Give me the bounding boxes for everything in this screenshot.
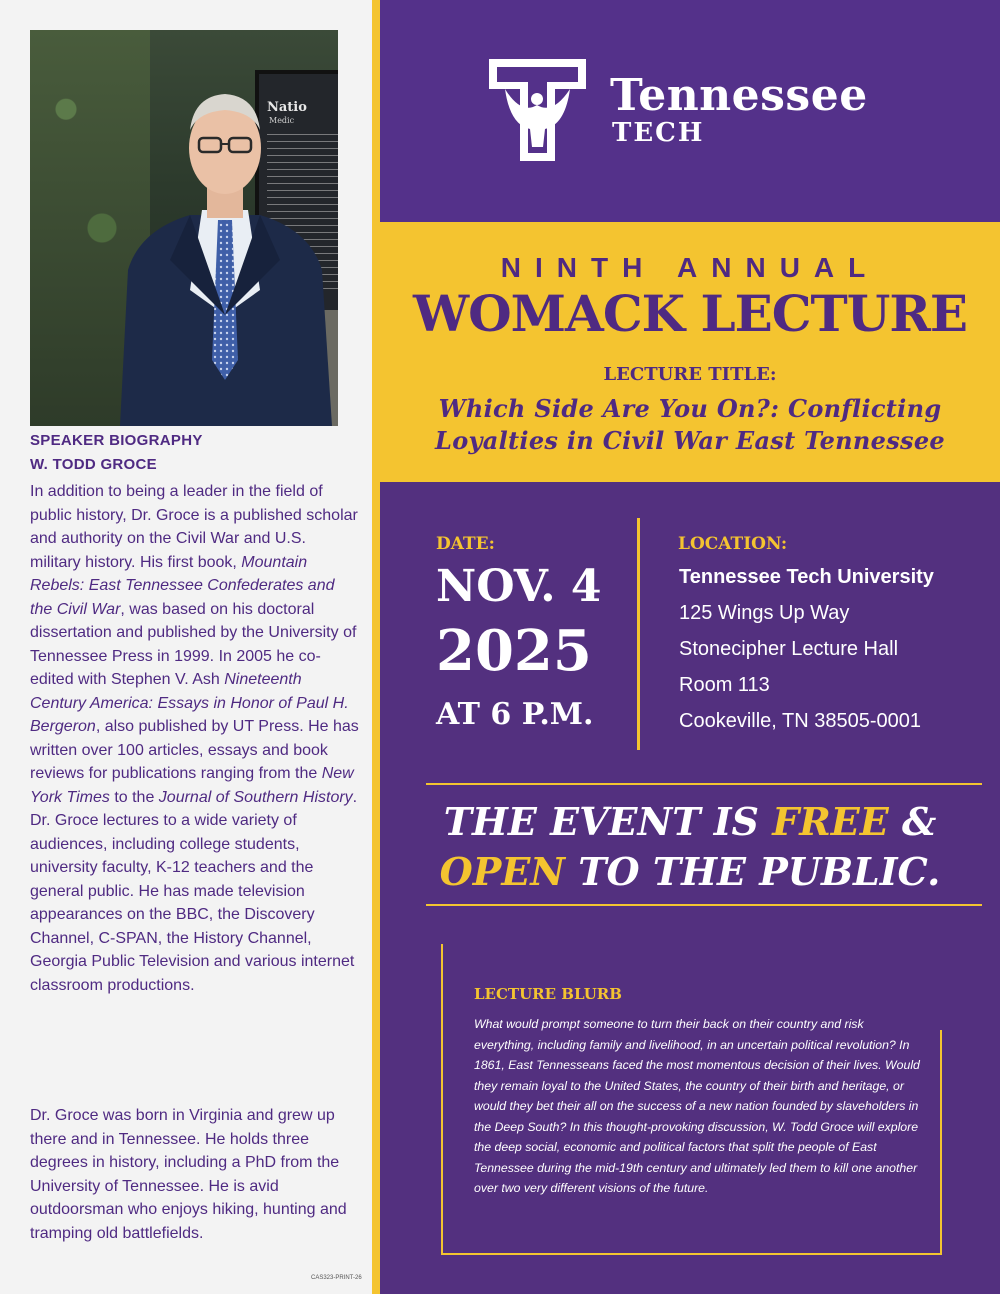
free-highlight: FREE <box>772 799 889 844</box>
location-room: Room 113 <box>679 674 770 696</box>
lecture-title-line-2: Loyalties in Civil War East Tennessee <box>435 426 945 455</box>
event-title: WOMACK LECTURE <box>412 284 968 343</box>
free-top-rule <box>426 783 982 785</box>
blurb-frame-left <box>441 944 443 1254</box>
bio-heading: SPEAKER BIOGRAPHY <box>30 432 203 449</box>
bio-paragraph-2: Dr. Groce was born in Virginia and grew up there and in Tennessee. He holds three degrees in history, including a PhD from the University of Tennessee. He is avid outdoorsman who enjoys hiking, hunting and tramping old battlefields. <box>30 1107 347 1242</box>
lecture-title-label: LECTURE TITLE: <box>603 364 777 385</box>
book-title-1: Mountain Rebels: East Tennessee Confederates and the Civil War <box>30 553 335 618</box>
location-venue: Tennessee Tech University <box>679 566 934 588</box>
bio-text: to the <box>109 788 159 806</box>
free-text: TO THE PUBLIC. <box>565 849 941 894</box>
bio-paragraph-1 <box>30 480 360 997</box>
free-text: & <box>888 799 937 844</box>
bio-text: , was based on his doctoral dissertation and published by the University of Tennessee Press in 1999. In 2005 he co-edited with Stephen V. Ash <box>30 600 357 688</box>
date-label: DATE: <box>436 534 495 554</box>
date-location-divider <box>637 518 640 750</box>
date-year: 2025 <box>436 618 592 684</box>
speaker-figure <box>110 60 338 426</box>
open-highlight: OPEN <box>439 849 566 894</box>
bio-text: . Dr. Groce lectures to a wide variety of audiences, including college students, university faculty, K-12 teachers and the general public. He has made television appearances on the BBC, the Discovery Channel, C-SPAN, the History Channel, Georgia Public Television and various internet classroom productions. <box>30 788 358 994</box>
marker-title: Natio <box>267 100 307 115</box>
event-kicker: NINTH ANNUAL <box>500 252 880 283</box>
lecture-title-line-1: Which Side Are You On?: Conflicting <box>438 394 942 423</box>
bio-text: In addition to being a leader in the field of public history, Dr. Groce is a published scholar and authority on the Civil War and U.S. military history. His first book, <box>30 483 358 571</box>
location-city: Cookeville, TN 38505-0001 <box>679 710 922 732</box>
lecture-title <box>380 393 1000 457</box>
date-time: AT 6 P.M. <box>436 697 594 732</box>
marker-subtitle: Medic <box>269 116 295 125</box>
location-label: LOCATION: <box>678 534 788 554</box>
free-line-2 <box>380 846 1000 898</box>
logo-subtitle: TECH <box>612 118 705 148</box>
tennessee-tech-logo-icon <box>485 55 590 165</box>
blurb-heading: LECTURE BLURB <box>474 985 622 1003</box>
location-hall: Stonecipher Lecture Hall <box>679 638 899 660</box>
gold-divider <box>372 0 380 1294</box>
speaker-name: W. TODD GROCE <box>30 456 157 473</box>
book-title-2: Nineteenth Century America: Essays in Honor of Paul H. Bergeron <box>30 671 349 735</box>
logo-wordmark: Tennessee <box>610 70 868 121</box>
location-street: 125 Wings Up Way <box>679 602 850 624</box>
date-day: NOV. 4 <box>436 561 602 612</box>
blurb-frame-right <box>940 1030 942 1255</box>
blurb-text: What would prompt someone to turn their back on their country and risk everything, including family and livelihood, in an uncertain political revolution? In 1861, East Tennesseans faced the most momentous decision of their lives. Would they remain loyal to the United States, the country of their birth and heritage, or would they bet their all on the success of a new nation founded by slaveholders in the Deep South? In this thought-provoking discussion, W. Todd Groce will explore the deep social, economic and political factors that split the people of East Tennessee during the mid-19th century and ultimately led them to kill one another over two very different visions of the future. <box>474 1017 920 1195</box>
speaker-photo <box>30 30 338 426</box>
blurb-frame-bottom <box>441 1253 941 1255</box>
print-code: CAS323-PRINT-26 <box>311 1275 362 1281</box>
free-line-1 <box>380 796 1000 848</box>
publication-2: Journal of Southern History <box>158 788 353 806</box>
publication-1: New York Times <box>30 765 354 806</box>
free-bottom-rule <box>426 904 982 906</box>
bio-text: , also published by UT Press. He has written over 100 articles, essays and book reviews for publications ranging from the <box>30 718 359 782</box>
free-text: THE EVENT IS <box>443 799 773 844</box>
